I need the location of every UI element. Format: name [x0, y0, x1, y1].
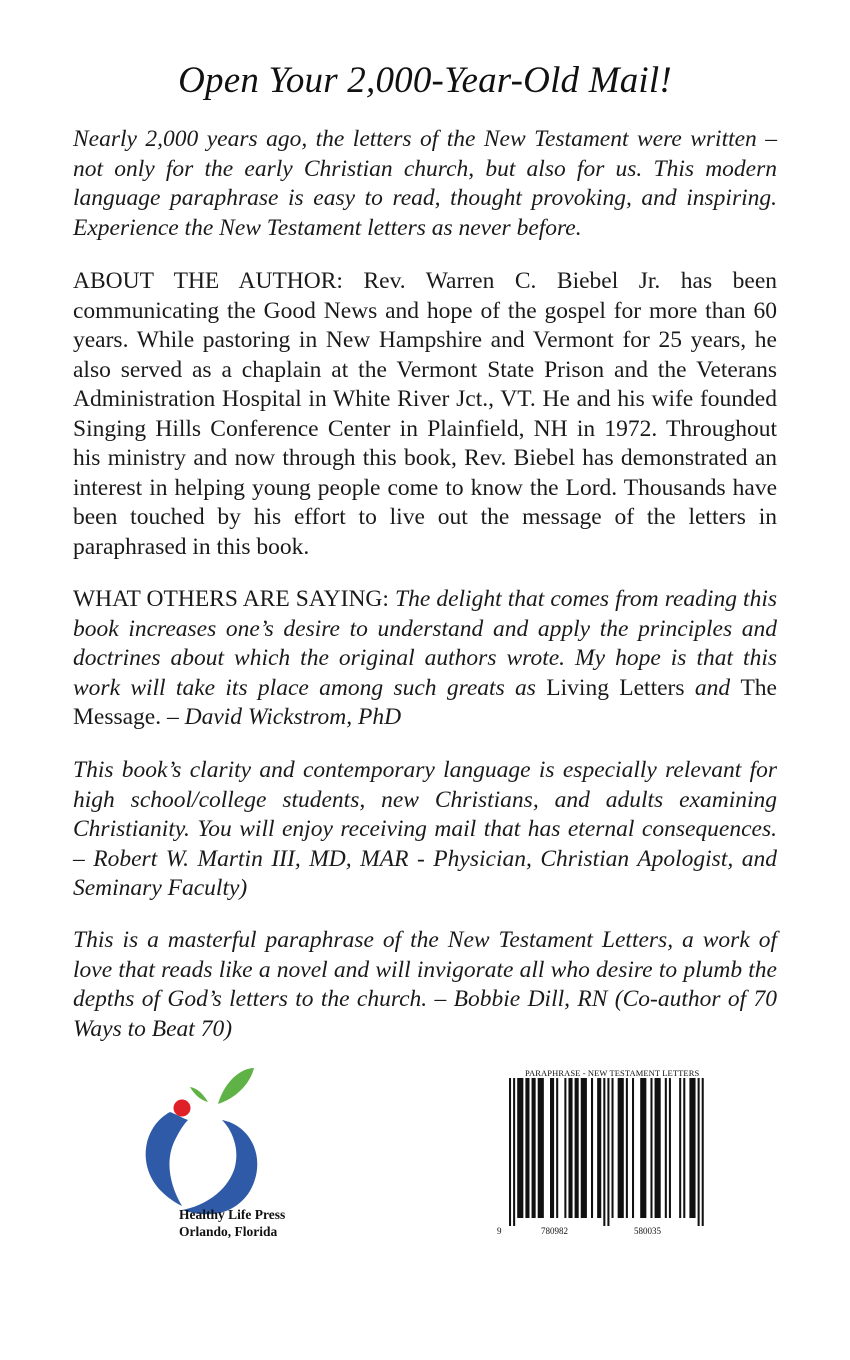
barcode-bar [689, 1078, 695, 1218]
barcode-bar [698, 1078, 700, 1226]
barcode-bar [532, 1078, 536, 1218]
barcode-bar [538, 1078, 544, 1218]
others-saying-paragraph [73, 585, 777, 733]
book-title-the-message: The Message. [73, 674, 777, 730]
barcode-bar [665, 1078, 667, 1218]
publisher-location: Orlando, Florida [179, 1224, 278, 1239]
intro-paragraph: Nearly 2,000 years ago, the letters of the New Testament were written – not only for the early Christian church, but also for us. This modern language paraphrase is easy to read, thought provoking, and inspiring. Experience the New Testament letters as never before. [73, 126, 777, 241]
about-author-paragraph [73, 267, 777, 562]
barcode-bar [597, 1078, 601, 1218]
barcode-bar [607, 1078, 609, 1226]
barcode-bars [509, 1078, 729, 1226]
barcode-bar [679, 1078, 681, 1218]
book-title-living-letters: Living Letters [546, 674, 685, 701]
barcode-bar [517, 1078, 523, 1218]
barcode-bar [603, 1078, 605, 1226]
barcode-bar [550, 1078, 554, 1218]
others-saying-text-a: The delight that comes from reading this book increases one’s desire to understand and apply the principles and doctrines about which the original authors wrote. My hope is that this work will take its place among such greats as [73, 586, 777, 701]
testimonial-dill: This is a masterful paraphrase of the New Testament Letters, a work of love that reads like a novel and will invigorate all who desire to plumb the depths of God’s letters to the church. – Bobbie Dill, RN (Co-author of 70 Ways to Beat 70) [73, 927, 777, 1042]
barcode-bar [618, 1078, 624, 1218]
publisher-name: Healthy Life Press [179, 1207, 286, 1222]
barcode-bar [655, 1078, 661, 1218]
barcode-digits-left: 780982 [541, 1226, 568, 1236]
barcode-bar [626, 1078, 628, 1218]
about-author-text: Rev. Warren C. Biebel Jr. has been communicating the Good News and hope of the gospel for more than 60 years. While pastoring in New Hampshire and Vermont for 25 years, he also served as a chaplain at the Vermont State Prison and the Veterans Administration Hospital in White River Jct., VT. He and his wife founded Singing Hills Conference Center in Plainfield, NH in 1972. Throughout his ministry and now through this book, Rev. Biebel has demonstrated an interest in helping young people come to know the Lord. Thousands have been touched by his effort to live out the message of the letters in paraphrased in this book. [73, 268, 778, 560]
barcode-bar [581, 1078, 587, 1218]
barcode-digits-right: 580035 [634, 1226, 661, 1236]
publisher-imprint [179, 1206, 285, 1240]
barcode-bar [513, 1078, 515, 1226]
barcode-bar [525, 1078, 529, 1218]
barcode-digit-lead: 9 [497, 1226, 502, 1236]
barcode-bar [683, 1078, 685, 1218]
barcode-bar [568, 1078, 572, 1218]
testimonial-martin: This book’s clarity and contemporary language is especially relevant for high school/college students, new Christians, and adults examining Christianity. You will enjoy receiving mail that has eternal consequences. – Robert W. Martin III, MD, MAR - Physician, Christian Apologist, and Seminary Faculty) [73, 757, 777, 901]
barcode-bar [632, 1078, 634, 1218]
barcode-bar [612, 1078, 614, 1218]
barcode-bar [650, 1078, 652, 1218]
barcode-bar [669, 1078, 671, 1218]
page-title: Open Your 2,000-Year-Old Mail! [178, 60, 672, 101]
others-saying-attribution: – David Wickstrom, PhD [161, 704, 402, 730]
barcode-bar [564, 1078, 566, 1218]
barcode-bar [509, 1078, 511, 1226]
about-author-label: ABOUT THE AUTHOR: [73, 268, 343, 294]
barcode-bar [640, 1078, 646, 1218]
others-saying-label: WHAT OTHERS ARE SAYING: [73, 586, 389, 612]
barcode-bar [556, 1078, 558, 1218]
barcode-bar [575, 1078, 579, 1218]
barcode-bar [591, 1078, 593, 1218]
isbn-barcode [495, 1062, 740, 1247]
barcode-bar [702, 1078, 704, 1226]
barcode-caption: PARAPHRASE - NEW TESTAMENT LETTERS [525, 1068, 700, 1078]
others-saying-text-b: and [684, 674, 741, 701]
